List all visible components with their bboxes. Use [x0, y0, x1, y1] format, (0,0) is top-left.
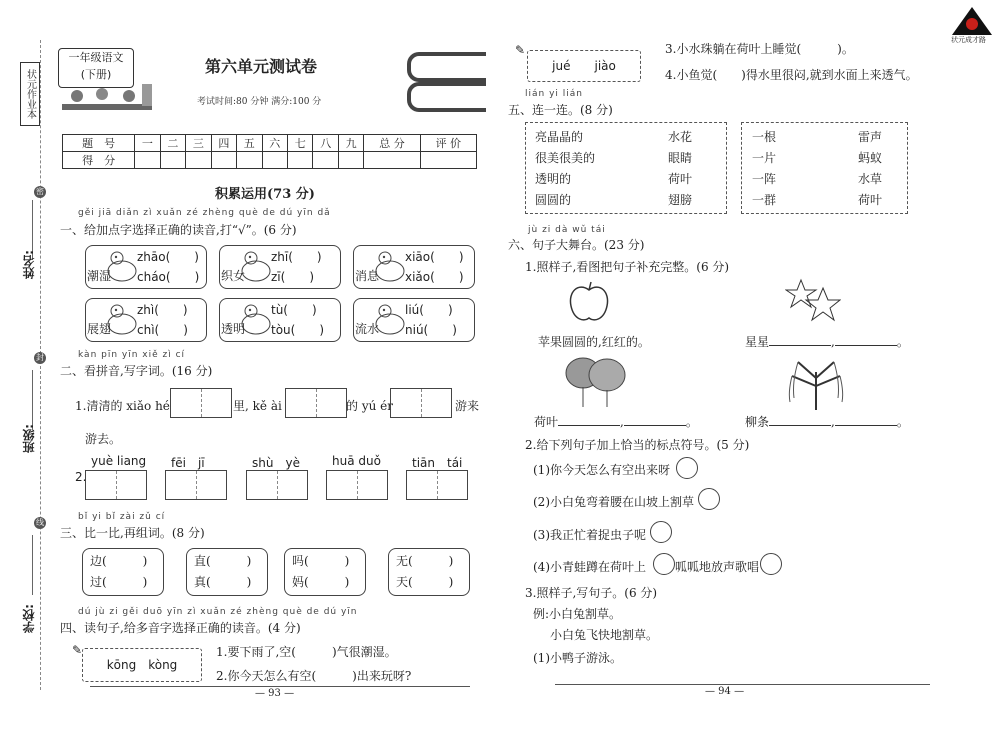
s1-word: 消息: [355, 269, 380, 283]
badge-line2: (下册): [80, 68, 112, 81]
score-cell: 题 号: [63, 135, 135, 152]
s3-pair-item[interactable]: 天( ): [396, 575, 454, 589]
match-item[interactable]: 翅膀: [668, 193, 693, 207]
s2-pinyin-word: huā duǒ: [332, 454, 381, 468]
match-item[interactable]: 一群: [752, 193, 777, 207]
s1-option[interactable]: xiāo( ): [405, 250, 464, 264]
right-q4: 4.小鱼觉( )得水里很闷,就到水面上来透气。: [665, 68, 918, 82]
score-input[interactable]: [420, 152, 476, 169]
s1-option[interactable]: chì( ): [137, 323, 188, 337]
punct-bubble[interactable]: [676, 457, 698, 479]
score-cell: 七: [287, 135, 312, 152]
s3-pair-item[interactable]: 真( ): [194, 575, 252, 589]
brand-box-text: 状元作业本: [24, 69, 36, 119]
match-item[interactable]: 蚂蚁: [858, 151, 883, 165]
s1-word: 透明: [221, 322, 246, 336]
s3-pair-item[interactable]: 妈( ): [292, 575, 350, 589]
score-cell: 二: [160, 135, 185, 152]
s1-pinyin: gěi jiā diǎn zì xuǎn zé zhèng què de dú yīn dǎ: [78, 208, 331, 218]
punct-bubble[interactable]: [653, 553, 675, 575]
punct-3: (3)我正忙着捉虫子呢: [533, 528, 646, 542]
apple-caption: 苹果圆圆的,红红的。: [538, 335, 650, 349]
answer-blank[interactable]: [624, 415, 686, 426]
s3-pair-item[interactable]: 无( ): [396, 554, 454, 568]
match-item[interactable]: 荷叶: [668, 172, 693, 186]
write-grid[interactable]: [170, 388, 232, 418]
badge-line1: 一年级语文: [68, 51, 124, 64]
school-label: 学校:: [22, 604, 36, 633]
match-item[interactable]: 水花: [668, 130, 693, 144]
lotus-leaves-icon: [565, 355, 627, 407]
s2-line1-a: 1.清清的 xiǎo hé: [75, 399, 170, 413]
write-grid[interactable]: [85, 470, 147, 500]
score-cell: 五: [237, 135, 262, 152]
score-cell: 评 价: [420, 135, 476, 152]
s3-pair-item[interactable]: 边( ): [90, 554, 148, 568]
s2-title: 二、看拼音,写字词。(16 分): [60, 364, 213, 378]
punct-4b: 呱呱地放声歌唱: [675, 560, 760, 574]
s4-q1: 1.要下雨了,空( )气很潮湿。: [216, 645, 397, 659]
s2-line1-e: 游去。: [85, 432, 122, 446]
right-q3: 3.小水珠躺在荷叶上睡觉( )。: [665, 42, 854, 56]
s3-pair-item[interactable]: 过( ): [90, 575, 148, 589]
s1-word: 潮湿: [87, 269, 112, 283]
score-cell: 八: [313, 135, 338, 152]
score-cell: 总 分: [364, 135, 420, 152]
s1-word: 流水: [355, 322, 380, 336]
period: 。: [896, 335, 909, 349]
s4-title: 四、读句子,给多音字选择正确的读音。(4 分): [60, 621, 301, 635]
answer-blank[interactable]: [835, 335, 897, 346]
s4-q2: 2.你今天怎么有空( )出来玩呀?: [216, 669, 412, 683]
s3-title: 三、比一比,再组词。(8 分): [60, 526, 205, 540]
punct-4a: (4)小青蛙蹲在荷叶上: [533, 560, 646, 574]
pin-icon: ✎: [72, 643, 83, 657]
s2-line2-num: 2.: [75, 470, 87, 484]
match-item[interactable]: 很美很美的: [535, 151, 596, 165]
s1-option[interactable]: tù( ): [271, 303, 317, 317]
willow-tree-icon: [782, 352, 850, 410]
example-3: (1)小鸭子游泳。: [533, 651, 622, 665]
s1-option[interactable]: tòu( ): [271, 323, 325, 337]
score-input[interactable]: [237, 152, 262, 169]
answer-blank[interactable]: [835, 415, 897, 426]
score-cell: 九: [338, 135, 363, 152]
page-rule: [555, 684, 930, 685]
seal-dot: 密: [36, 187, 44, 196]
match-item[interactable]: 亮晶晶的: [535, 130, 584, 144]
score-cell: 三: [186, 135, 211, 152]
s4-pinyin: dú jù zi gěi duō yīn zì xuǎn zé zhèng què de dú yīn: [78, 607, 358, 617]
score-header-row: [63, 135, 477, 152]
seal-dot: 封: [36, 353, 44, 362]
section-heading: 积累运用(73 分): [215, 187, 315, 202]
score-input[interactable]: [338, 152, 363, 169]
s2-pinyin-word: fēi jī: [171, 456, 205, 470]
pinyin-choice-box: [527, 50, 641, 82]
s2-line1-c: 的 yú ér: [346, 399, 393, 413]
s1-option[interactable]: zhī( ): [271, 250, 322, 264]
pinyin-choice-text: jué jiào: [552, 59, 616, 73]
write-grid[interactable]: [326, 470, 388, 500]
match-item[interactable]: 荷叶: [858, 193, 883, 207]
comma: ,: [620, 415, 624, 429]
match-item[interactable]: 一阵: [752, 172, 777, 186]
pin-icon: ✎: [515, 43, 526, 57]
example-2: 小白兔飞快地割草。: [550, 628, 659, 642]
s3-pinyin: bǐ yi bǐ zài zǔ cí: [78, 512, 166, 522]
pinyin-choice-box: [82, 648, 202, 682]
page-number-right: — 94 —: [705, 686, 745, 697]
score-label: 得 分: [63, 152, 135, 169]
score-input[interactable]: [160, 152, 185, 169]
notebook-rings-icon: [407, 50, 482, 106]
match-item[interactable]: 一片: [752, 151, 777, 165]
example-1: 例:小白兔割草。: [533, 607, 622, 621]
s6-q1: 1.照样子,看图把句子补充完整。(6 分): [525, 260, 730, 274]
brand-logo-text: 状元成才路: [951, 36, 986, 44]
score-table: [62, 134, 477, 169]
answer-blank[interactable]: [769, 415, 831, 426]
binding-strip: [0, 0, 50, 735]
score-input[interactable]: [186, 152, 211, 169]
s2-pinyin-word: shù yè: [252, 456, 300, 470]
score-input[interactable]: [262, 152, 287, 169]
page-rule: [90, 686, 470, 687]
star-caption-text: 星星: [745, 335, 770, 349]
s3-pair-item[interactable]: 直( ): [194, 554, 252, 568]
page-title: 第六单元测试卷: [205, 57, 318, 76]
match-item[interactable]: 透明的: [535, 172, 572, 186]
write-grid[interactable]: [285, 388, 347, 418]
punct-1: (1)你今天怎么有空出来呀: [533, 463, 670, 477]
s1-word: 织女: [221, 269, 246, 283]
score-input[interactable]: [135, 152, 160, 169]
score-cell: 四: [211, 135, 236, 152]
write-grid[interactable]: [406, 470, 468, 500]
s5-pinyin: lián yi lián: [525, 89, 583, 99]
class-line[interactable]: [32, 370, 33, 430]
s2-pinyin: kàn pīn yīn xiě zì cí: [78, 350, 186, 360]
s5-title: 五、连一连。(8 分): [508, 103, 613, 117]
s2-pinyin-word: yuè liang: [91, 454, 147, 468]
s6-title: 六、句子大舞台。(23 分): [508, 238, 645, 252]
exam-info: 考试时间:80 分钟 满分:100 分: [197, 97, 322, 107]
kids-illustration-icon: [57, 84, 157, 114]
score-input[interactable]: [211, 152, 236, 169]
write-grid[interactable]: [246, 470, 308, 500]
match-item[interactable]: 一根: [752, 130, 777, 144]
score-value-row: [63, 152, 477, 169]
lotus-caption: [534, 413, 698, 430]
match-item[interactable]: 圆圆的: [535, 193, 572, 207]
score-input[interactable]: [287, 152, 312, 169]
punct-bubble[interactable]: [698, 488, 720, 510]
s1-option[interactable]: zhāo( ): [137, 250, 199, 264]
match-item[interactable]: 水草: [858, 172, 883, 186]
lotus-caption-text: 荷叶: [534, 415, 559, 429]
s1-title: 一、给加点字选择正确的读音,打“√”。(6 分): [60, 223, 297, 237]
answer-blank[interactable]: [558, 415, 620, 426]
score-cell: 一: [135, 135, 160, 152]
s1-word: 展翅: [87, 322, 112, 336]
s6-q2: 2.给下列句子加上恰当的标点符号。(5 分): [525, 438, 750, 452]
binding-dashed-line: [40, 40, 41, 690]
stars-icon: [785, 278, 841, 328]
s2-pinyin-word: tiān tái: [412, 456, 463, 470]
match-item[interactable]: 眼睛: [668, 151, 693, 165]
s1-option[interactable]: liú( ): [405, 303, 453, 317]
punct-bubble[interactable]: [760, 553, 782, 575]
s1-option[interactable]: xiǎo( ): [405, 270, 464, 284]
brand-box: [20, 62, 40, 126]
s6-pinyin: jù zi dà wǔ tái: [528, 225, 606, 235]
punct-bubble[interactable]: [650, 521, 672, 543]
grade-badge: [58, 48, 134, 88]
match-item[interactable]: 雷声: [858, 130, 883, 144]
s2-line1-d: 游来: [455, 399, 480, 413]
period: 。: [685, 415, 698, 429]
pinyin-choice-text: kōng kòng: [106, 658, 178, 672]
willow-caption-text: 柳条: [745, 415, 770, 429]
period: 。: [896, 415, 909, 429]
school-line[interactable]: [32, 535, 33, 595]
punct-2: (2)小白兔弯着腰在山坡上割草: [533, 495, 694, 509]
page-number-left: — 93 —: [255, 688, 295, 699]
seal-dot: 线: [36, 518, 44, 527]
score-cell: 六: [262, 135, 287, 152]
s1-option[interactable]: zhì( ): [137, 303, 188, 317]
willow-caption: [745, 413, 909, 430]
s3-pair-item[interactable]: 吗( ): [292, 554, 350, 568]
star-caption: [745, 333, 909, 350]
s1-option[interactable]: cháo( ): [137, 270, 200, 284]
s1-option[interactable]: zī( ): [271, 270, 314, 284]
class-label: 班级:: [22, 424, 36, 453]
write-grid[interactable]: [165, 470, 227, 500]
s2-line1-b: 里, kě ài: [233, 399, 282, 413]
name-label: 姓名:: [22, 250, 36, 279]
answer-blank[interactable]: [769, 335, 831, 346]
apple-icon: [568, 280, 610, 324]
write-grid[interactable]: [390, 388, 452, 418]
comma: ,: [831, 335, 835, 349]
s1-option[interactable]: niú( ): [405, 323, 457, 337]
score-input[interactable]: [364, 152, 420, 169]
score-input[interactable]: [313, 152, 338, 169]
s6-q3: 3.照样子,写句子。(6 分): [525, 586, 658, 600]
header-banner: [55, 44, 480, 116]
comma: ,: [831, 415, 835, 429]
